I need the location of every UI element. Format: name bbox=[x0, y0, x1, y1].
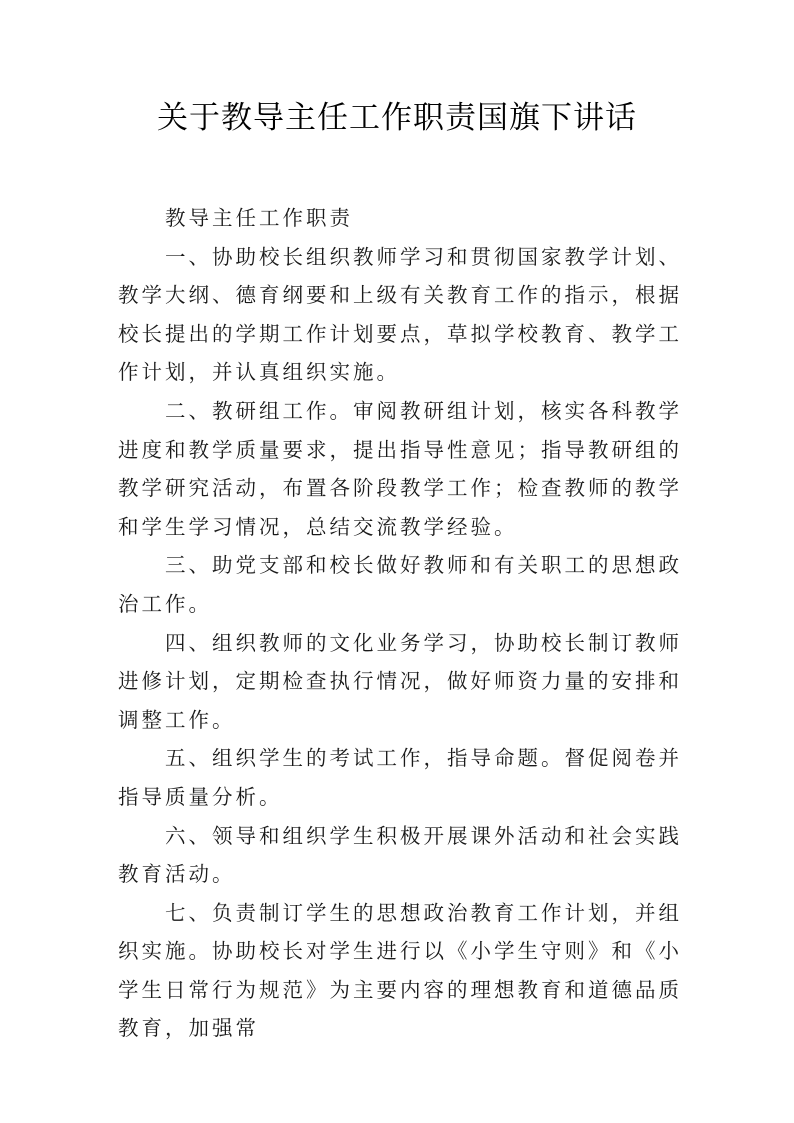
section-heading: 教导主任工作职责 bbox=[165, 206, 353, 230]
paragraph-duty-7: 七、负责制订学生的思想政治教育工作计划，并组织实施。协助校长对学生进行以《小学生守则》和《小学生日常行为规范》为主要内容的理想教育和道德品质教育，加强常 bbox=[118, 900, 682, 1041]
paragraph-duty-3: 三、助党支部和校长做好教师和有关职工的思想政治工作。 bbox=[118, 553, 682, 616]
document-title: 关于教导主任工作职责国旗下讲话 bbox=[157, 100, 637, 136]
paragraph-duty-6: 六、领导和组织学生积极开展课外活动和社会实践教育活动。 bbox=[118, 823, 682, 887]
paragraph-duty-4: 四、组织教师的文化业务学习，协助校长制订教师进修计划，定期检查执行情况，做好师资力量的安排和调整工作。 bbox=[118, 630, 682, 732]
paragraph-duty-2: 二、教研组工作。审阅教研组计划，核实各科教学进度和教学质量要求，提出指导性意见；指导教研组的教学研究活动，布置各阶段教学工作；检查教师的教学和学生学习情况，总结交流教学经验。 bbox=[118, 398, 682, 539]
paragraph-duty-1: 一、协助校长组织教师学习和贯彻国家教学计划、教学大纲、德育纲要和上级有关教育工作的指示，根据校长提出的学期工作计划要点，草拟学校教育、教学工作计划，并认真组织实施。 bbox=[118, 244, 682, 385]
paragraph-duty-5: 五、组织学生的考试工作，指导命题。督促阅卷并指导质量分析。 bbox=[118, 746, 682, 809]
document-body bbox=[118, 199, 682, 1048]
